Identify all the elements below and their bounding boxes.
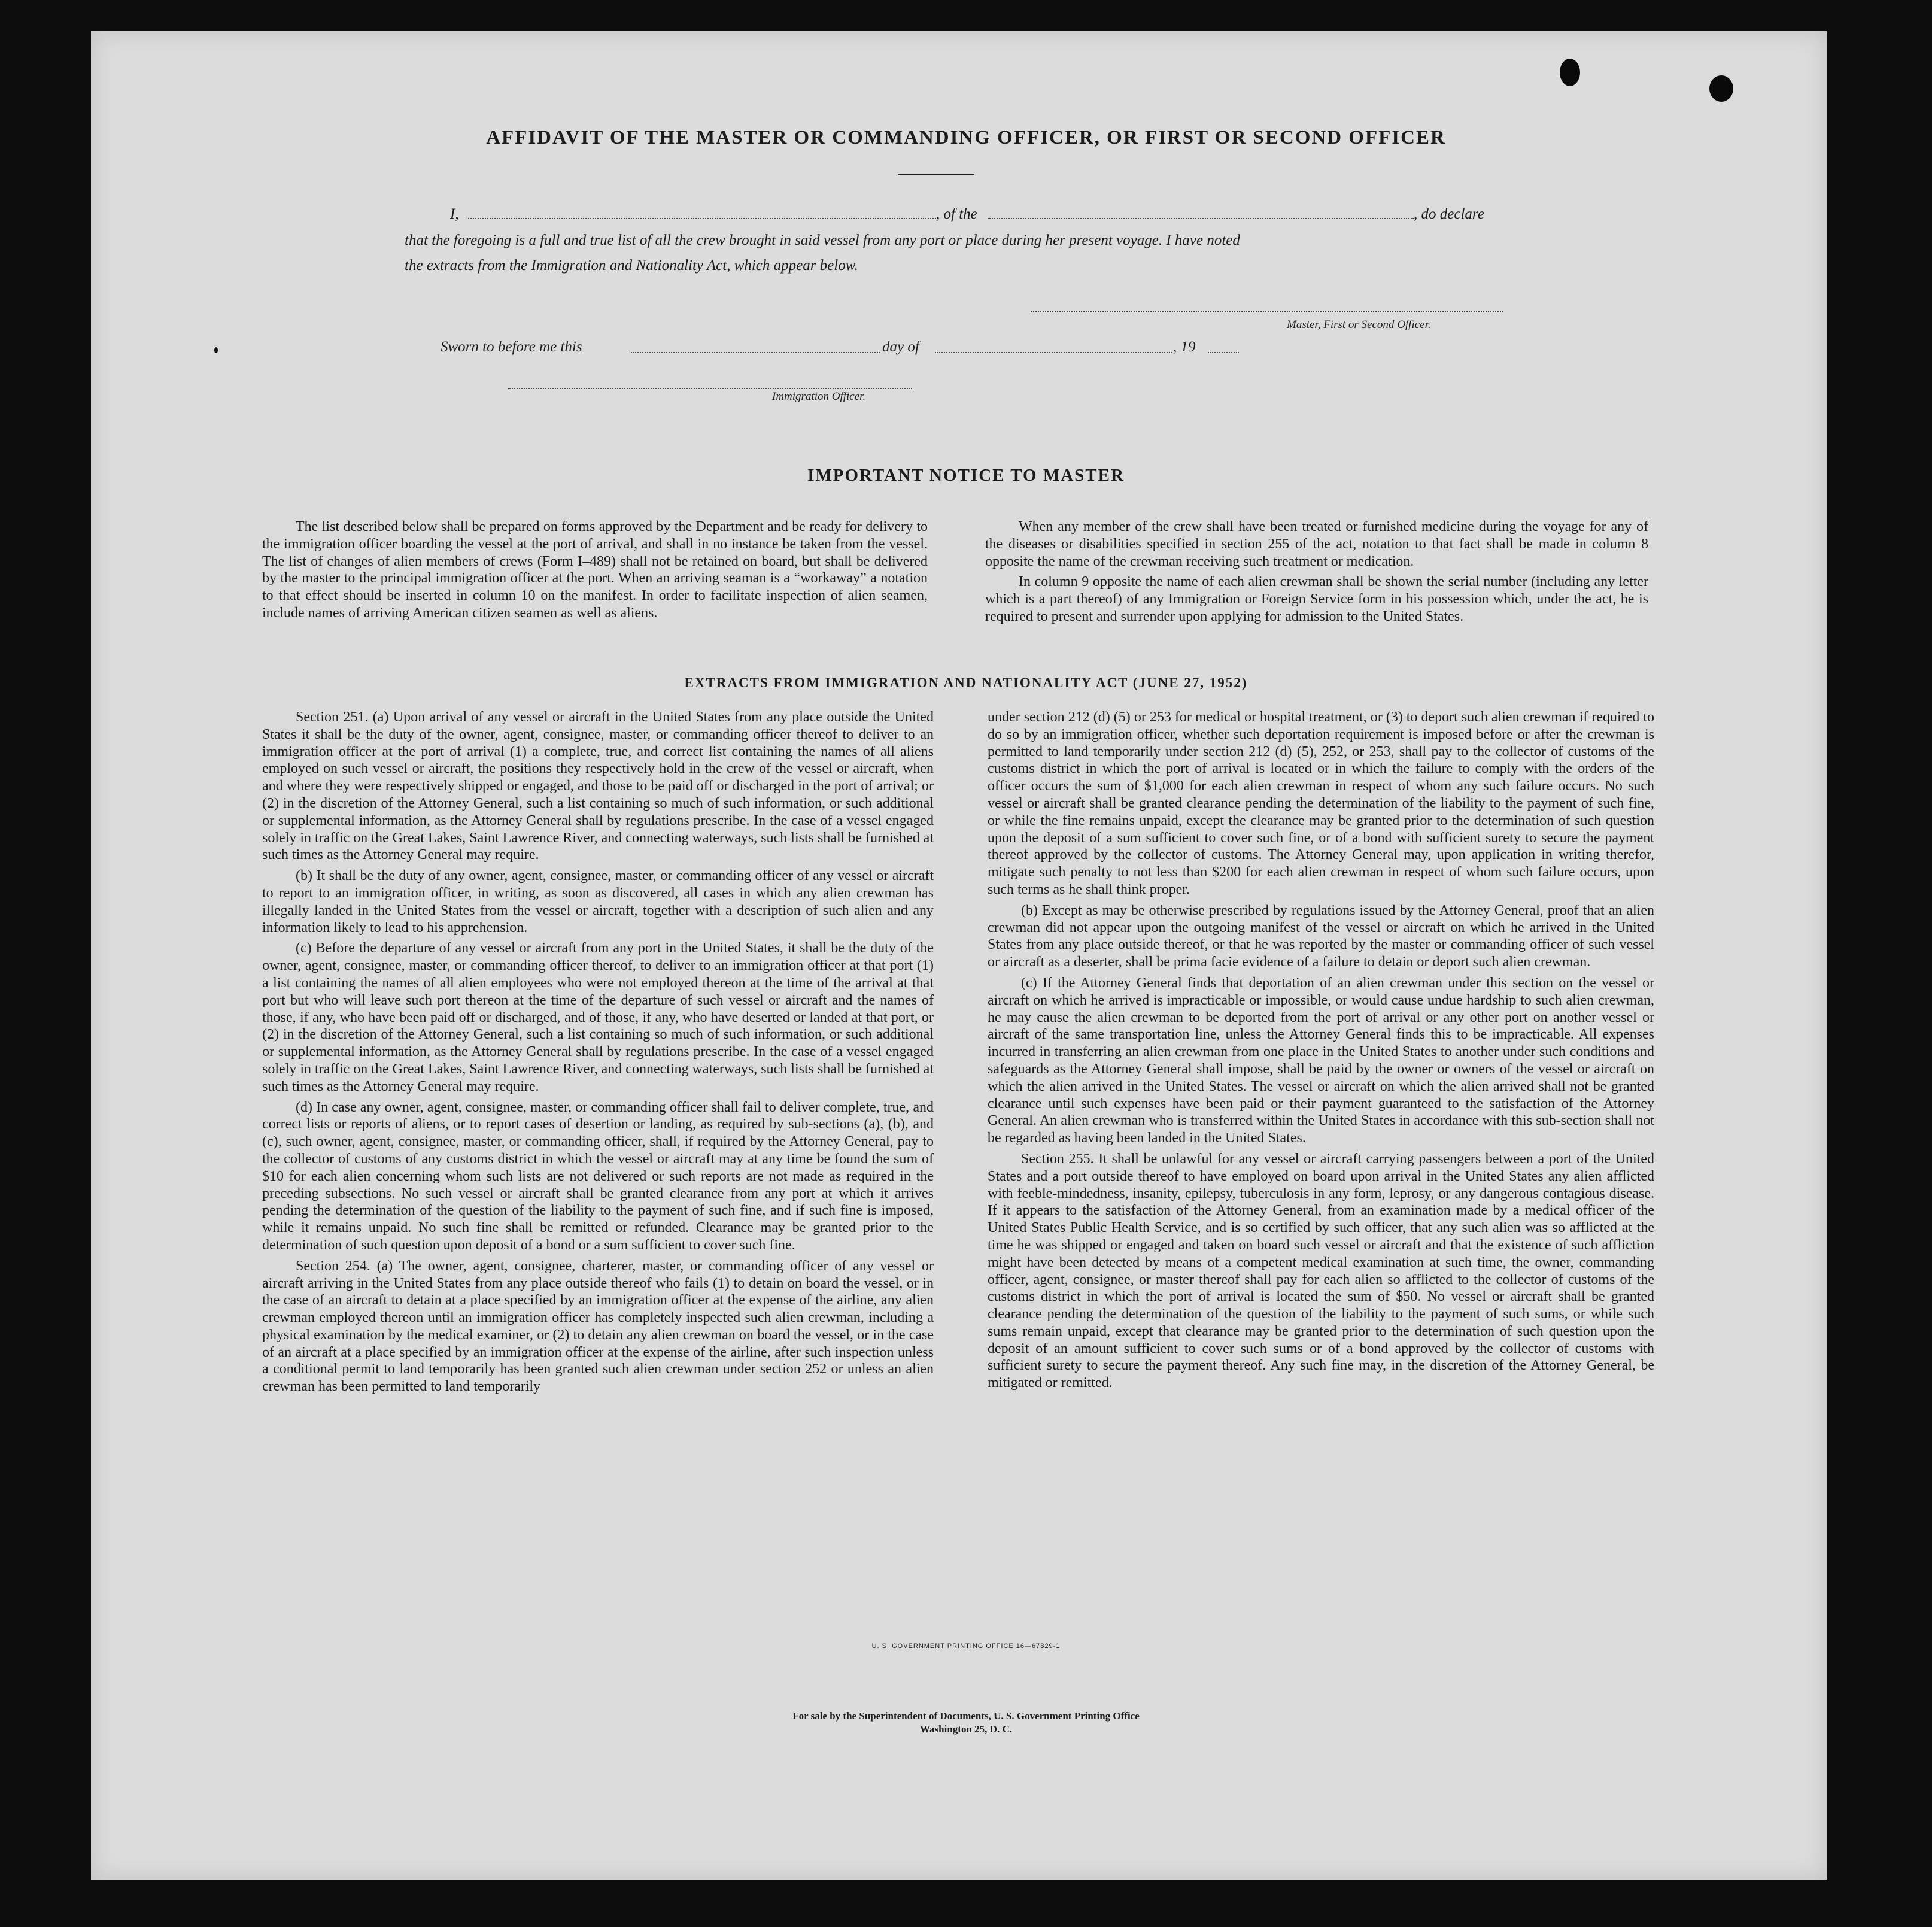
day-of-label: day of — [882, 339, 919, 355]
section-251c: (c) Before the departure of any vessel or aircraft from any port in the United States, it shall be the duty of the owner, agent, consignee, master, or commanding officer thereof, to deliver to an immigration officer at that port (1) a list containing the names of all alien employees who were not employed thereon at the time of the arrival at that port but who will leave such port thereon at the time of the departure of such vessel or aircraft and the names of those, if any, who have been paid off or discharged, and of those, if any, who have deserted or landed at that port, or (2) in the discretion of the Attorney General, such a list containing so much of such information, or such additional or supplemental information, as the Attorney General shall by regulations prescribe. In the case of a vessel engaged solely in traffic on the Great Lakes, Saint Lawrence River, and connecting waterways, such lists shall be furnished at such times as the Attorney General may require. — [262, 940, 934, 1094]
declarant-name-line[interactable] — [468, 218, 936, 219]
section-255: Section 255. It shall be unlawful for any vessel or aircraft carrying passengers between a port of the United States and a port outside thereof to have employed on board upon arrival in the United States any alien afflicted with feeble-mindedness, insanity, epilepsy, tuberculosis in any form, leprosy, or any dangerous contagious disease. If it appears to the satisfaction of the Attorney General, from an examination made by a medical officer of the United States Public Health Service, and is so certified by such officer, that any such alien was so afflicted at the time he was shipped or engaged and taken on board such vessel or aircraft and that the existence of such affliction might have been detected by means of a competent medical examination at such time, the owner, commanding officer, agent, consignee, or master thereof shall pay for each alien so afflicted to the collector of customs of the customs district in which the port of arrival is located the sum of $50. No vessel or aircraft shall be granted clearance pending the determination of the question of the liability to the payment of such sums, or while such sums remain unpaid, except that clearance may be granted prior to the determination of such question upon the deposit of an amount sufficient to cover such sums or of a bond approved by the collector of customs with sufficient surety to secure the payment thereof. Any such fine may, in the discretion of the Attorney General, be mitigated or remitted. — [988, 1151, 1654, 1391]
notice-title: IMPORTANT NOTICE TO MASTER — [807, 466, 1125, 485]
master-signature-line[interactable] — [1031, 311, 1503, 312]
title-rule — [898, 174, 974, 175]
section-251d: (d) In case any owner, agent, consignee, master, or commanding officer shall fail to deliver complete, true, and correct lists or reports of aliens, or to report cases of desertion or landing, as required by sub-sections (a), (b), and (c), such owner, agent, consignee, master, or commanding officer, shall, if required by the Attorney General, pay to the collector of customs of any customs district in which the vessel or aircraft may at any time be found the sum of $10 for each alien concerning whom such lists are not delivered or such reports are not made as required in the preceding subsections. No such vessel or aircraft shall be granted clearance from any port at which it arrives pending the determination of the question of the liability to the payment of such fine, and if such fine is imposed, while it remains unpaid. No such fine shall be remitted or refunded. Clearance may be granted prior to the determination of such question upon deposit of a bond or a sum sufficient to cover such fine. — [262, 1099, 934, 1253]
sale-notice — [0, 1710, 1932, 1736]
sworn-month-line[interactable] — [935, 352, 1172, 353]
affidavit-of-label: , of the — [936, 206, 977, 222]
officer-signature-label: Immigration Officer. — [772, 390, 866, 403]
section-254c: (c) If the Attorney General finds that deportation of an alien crewman under this section on the vessel or aircraft on which he arrived is impracticable or impossible, or would cause undue hardship to such alien crewman, he may cause the alien crewman to be deported from the port of arrival or any other port on another vessel or aircraft of the same transportation line, unless the Attorney General finds this to be impracticable. All expenses incurred in transferring an alien crewman from one place in the United States to another under such conditions and safeguards as the Attorney General shall impose, shall be paid by the owner or owners of the vessel or aircraft on which the alien arrived in the United States. The vessel or aircraft on which the alien arrived shall not be granted clearance until such expenses have been paid or their payment guaranteed to the satisfaction of the Attorney General. An alien crewman who is transferred within the United States in accordance with this sub-section shall not be regarded as having been landed in the United States. — [988, 975, 1654, 1146]
master-signature-label: Master, First or Second Officer. — [1287, 318, 1431, 331]
notice-right-paragraph-2: In column 9 opposite the name of each alien crewman shall be shown the serial number (including any letter which is a part thereof) of any Immigration or Foreign Service form in his possession which, under the act, he is required to present and surrender upon applying for admission to the United States. — [985, 574, 1648, 624]
section-254b: (b) Except as may be otherwise prescribed by regulations issued by the Attorney General, proof that an alien crewman did not appear upon the outgoing manifest of the vessel or aircraft on which he arrived in the United States from any place outside thereof, or that he was reported by the master or commanding officer of such vessel or aircraft as a deserter, shall be prima facie evidence of a failure to detain or deport such alien crewman. — [988, 902, 1654, 970]
officer-signature-line[interactable] — [508, 388, 912, 389]
notice-left-column — [262, 518, 928, 626]
affidavit-i-label: I, — [450, 206, 459, 222]
sale-notice-line1: For sale by the Superintendent of Documents, U. S. Government Printing Office — [792, 1710, 1140, 1722]
section-254a-continued: under section 212 (d) (5) or 253 for medical or hospital treatment, or (3) to deport such alien crewman if required to do so by an immigration officer, whether such deportation requirement is imposed before or after the crewman is permitted to land temporarily under section 212 (d) (5), 252, or 253, shall pay to the collector of customs of the customs district in which the port of arrival is located or in which the failure to comply with the orders of the officer occurs the sum of $1,000 for each alien crewman in respect of whom any such failure occurs. No such vessel or aircraft shall be granted clearance pending the determination of the liability to the payment of such fine, or while the fine remains unpaid, except the clearance may be granted prior to the determination of such question upon the deposit of a sum sufficient to cover such fine, or of a bond with sufficient surety to secure the payment thereof approved by the collector of customs. The Attorney General may, upon application in writing therefor, mitigate such penalty to not less than $200 for each alien crewman in respect of whom such failure occurs, upon such terms as he shall think proper. — [988, 709, 1654, 897]
speck-mark — [214, 347, 218, 353]
extracts-right-column — [988, 709, 1654, 1395]
extracts-title: EXTRACTS FROM IMMIGRATION AND NATIONALITY ACT (JUNE 27, 1952) — [684, 675, 1248, 690]
section-251b: (b) It shall be the duty of any owner, agent, consignee, master, or commanding officer of any vessel or aircraft to report to an immigration officer, in writing, as soon as discovered, all cases in which any alien crewman has illegally landed in the United States from the vessel or aircraft, together with a description of such alien and any information likely to lead to his apprehension. — [262, 868, 934, 936]
affidavit-title: AFFIDAVIT OF THE MASTER OR COMMANDING OFFICER, OR FIRST OR SECOND OFFICER — [486, 127, 1446, 148]
vessel-name-line[interactable] — [988, 218, 1414, 219]
notice-right-paragraph-1: When any member of the crew shall have been treated or furnished medicine during the voyage for any of the diseases or disabilities specified in section 255 of the act, notation to that fact shall be made in column 8 opposite the name of the crewman receiving such treatment or medication. — [985, 519, 1648, 569]
sale-notice-line2: Washington 25, D. C. — [920, 1723, 1012, 1735]
punch-hole-mark — [1709, 75, 1733, 102]
section-254a: Section 254. (a) The owner, agent, consignee, charterer, master, or commanding officer of any vessel or aircraft arriving in the United States from any place outside thereof who fails (1) to detain on board the vessel, or in the case of an aircraft to detain at a place specified by an immigration officer at the expense of the airline, any alien crewman employed thereon until an immigration officer has completely inspected such alien crewman, including a physical examination by the medical examiner, or (2) to detain any alien crewman on board the vessel, or in the case of an aircraft at a place specified by an immigration officer at the expense of the airline, after such inspection unless a conditional permit to land temporarily has been granted such alien crewman under section 252 or unless an alien crewman has been permitted to land temporarily — [262, 1258, 934, 1395]
punch-hole-mark — [1560, 59, 1580, 86]
sworn-label: Sworn to before me this — [441, 339, 582, 355]
extracts-left-column — [262, 709, 934, 1399]
affidavit-statement-line3: the extracts from the Immigration and Nationality Act, which appear below. — [405, 257, 858, 274]
sworn-day-line[interactable] — [631, 352, 880, 353]
section-251a: Section 251. (a) Upon arrival of any vessel or aircraft in the United States from any place outside the United States it shall be the duty of the owner, agent, consignee, master, or commanding officer thereof to deliver to an immigration officer at the port of arrival (1) a complete, true, and correct list containing the names of all aliens employed on such vessel or aircraft, the positions they respectively hold in the crew of the vessel or aircraft, when and where they were respectively shipped or engaged, and those to be paid off or discharged in the port of arrival; or (2) in the discretion of the Attorney General, such a list containing so much of such information, or such additional or supplemental information, as the Attorney General shall by regulations prescribe. In the case of a vessel engaged solely in traffic on the Great Lakes, Saint Lawrence River, and connecting waterways, such lists shall be furnished at such times as the Attorney General may require. — [262, 709, 934, 863]
printing-office-code: U. S. GOVERNMENT PRINTING OFFICE 16—67829-1 — [871, 1643, 1061, 1650]
notice-right-column — [985, 518, 1648, 629]
affidavit-declare-label: , do declare — [1414, 206, 1484, 222]
year-label: , 19 — [1173, 339, 1196, 355]
affidavit-statement-line2: that the foregoing is a full and true list of all the crew brought in said vessel from any port or place during her present voyage. I have noted — [405, 232, 1240, 248]
notice-left-paragraph: The list described below shall be prepared on forms approved by the Department and be ready for delivery to the immigration officer boarding the vessel at the port of arrival, and shall in no instance be taken from the vessel. The list of changes of alien members of crews (Form I–489) shall not be retained on board, but shall be delivered by the master to the principal immigration officer at the port. When an arriving seaman is a “workaway” a notation to that effect should be inserted in column 10 on the manifest. In order to facilitate inspection of alien seamen, include names of arriving American citizen seamen as well as aliens. — [262, 519, 928, 621]
sworn-year-line[interactable] — [1208, 352, 1239, 353]
